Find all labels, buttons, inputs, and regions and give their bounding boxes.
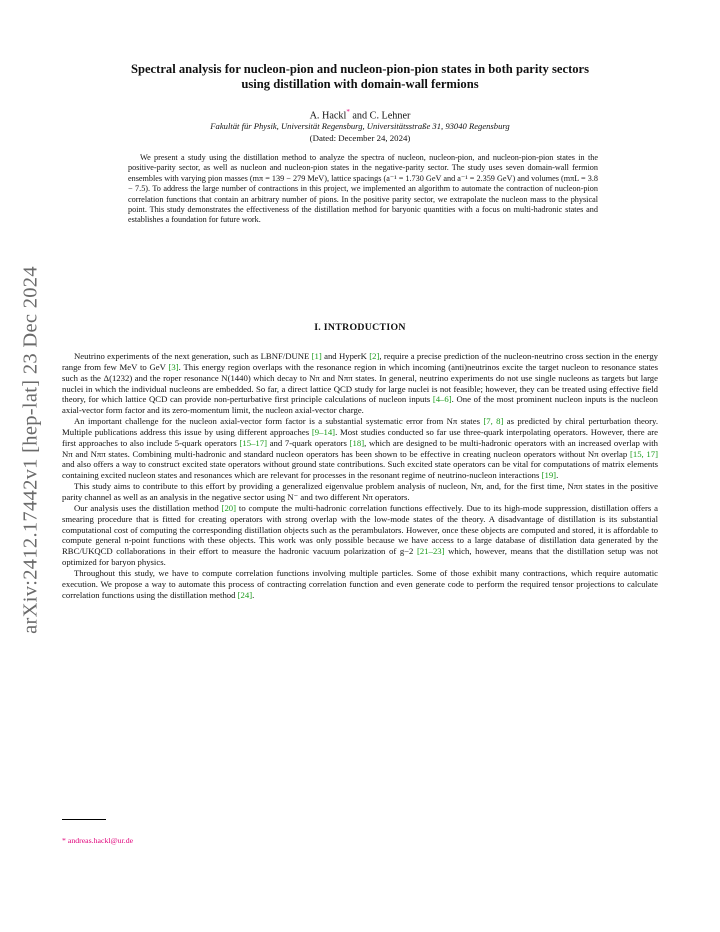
paragraph-text: . One of the most prominent nucleon inputs is the nucleon axial-vector form factor and its zero-momentum limit, the nucleon axial-vector charge.	[62, 394, 658, 416]
footnote	[62, 836, 133, 845]
paper-title	[60, 62, 660, 92]
citation-link[interactable]: [4–6]	[432, 394, 452, 405]
citation-link[interactable]: [18]	[349, 437, 365, 448]
date-line: (Dated: December 24, 2024)	[309, 133, 411, 143]
author-footnote-mark[interactable]: *	[346, 108, 350, 116]
paragraph-text: , require a precise prediction of the nucleon-neutrino cross section in the energy range from few MeV to GeV	[62, 351, 659, 372]
paragraph-text: and 7-quark operators	[267, 437, 350, 448]
author-hackl: A. Hackl	[309, 110, 347, 122]
citation-link[interactable]: [20]	[221, 502, 237, 513]
section-heading-introduction: I. INTRODUCTION	[314, 322, 406, 333]
author-lehner: and C. Lehner	[349, 110, 411, 122]
paragraph-text: Neutrino experiments of the next generation, such as LBNF/DUNE	[74, 351, 312, 361]
paragraph-text: Throughout this study, we have to compute correlation functions involving multiple particles. Some of those exhibit many contractions, which require automatic execution. We propose a way to automate this process of contracting correlation function and even generate code to perform the required tensor projections to calculate correlation functions using the distillation method	[62, 567, 658, 600]
paragraph-text: An important challenge for the nucleon axial-vector form factor is a substantial systematic error from Nπ states	[74, 416, 484, 427]
footnote-rule	[62, 819, 106, 820]
paragraph	[62, 503, 658, 568]
citation-link[interactable]: [24]	[237, 589, 253, 600]
citation-link[interactable]: [2]	[369, 351, 380, 361]
paragraph-text: and also offers a way to construct excited state operators without ground state contributions. Such excited state operators can be vital for computations of matrix elements containing excited nucleon states and resonances which are relevant for processes in the resonant regime of neutrino-nucleon interactions	[62, 459, 658, 481]
paragraph-text: as predicted by chiral perturbation theory. Multiple publications address this issue by using different approaches	[62, 416, 658, 437]
paragraph-text: Our analysis uses the distillation method	[74, 502, 222, 513]
footnote-email-link[interactable]: andreas.hackl@ur.de	[67, 836, 134, 845]
citation-link[interactable]: [21–23]	[417, 546, 445, 557]
citation-link[interactable]: [7, 8]	[483, 416, 504, 427]
citation-link[interactable]: [1]	[311, 351, 322, 361]
paragraph	[62, 351, 658, 416]
paragraph-text: .	[252, 589, 255, 600]
affiliation: Fakultät für Physik, Universität Regensburg, Universitätsstraße 31, 93040 Regensburg	[210, 121, 510, 131]
footnote-mark: *	[62, 836, 66, 845]
paragraph-text: and HyperK	[321, 351, 370, 361]
title-line-2: using distillation with domain-wall fermions	[241, 77, 479, 91]
paragraph-text: to compute the multi-hadronic correlation functions effectively. Due to its high-mode suppression, distillation offers a smearing procedure that is fitted for creating operators with strong overlap with the low-mode states of the theory. A disadvantage of distillation is its substantial computational cost of computing the corresponding distillation objects such as the perambulators. However, once these objects are computed and stored, it is affordable to compute general n-point functions with these objects. This work was only possible because we have access to a large database of distillation data generated by the RBC/UKQCD collaborations in their effort to measure the hadronic vacuum polarization of g−2	[62, 502, 659, 557]
paragraph-text: which, however, means that the distillation setup was not optimized for baryon physics.	[62, 546, 658, 568]
paragraph-text: . This energy region overlaps with the resonance region in which incoming (anti)neutrinos excite the target nucleon to resonance states such as the Δ(1232) and the roper resonance N(1440) which decay to Nπ and Nππ states. In general, neutrino experiments do not use single nucleons as targets but large nuclei in which the individual nucleons are embedded. So far, a direct lattice QCD study for large nuclei is not feasible; however, they can be treated using effective field theory, for which lattice QCD can provide non-perturbative first principle calculations of nucleon inputs	[62, 361, 658, 405]
citation-link[interactable]: [3]	[168, 361, 179, 372]
paragraph-text: . Most studies conducted so far use three-quark interpolating operators. However, there are first approaches to also include 5-quark operators	[62, 426, 658, 448]
paragraph	[62, 568, 658, 601]
title-line-1: Spectral analysis for nucleon-pion and nucleon-pion-pion states in both parity sectors	[130, 62, 590, 76]
citation-link[interactable]: [19]	[541, 470, 557, 481]
paragraph-text: , which are designed to be multi-hadronic operators with an increased overlap with Nπ and Nππ states. Combining multi-hadronic and standard nucleon operators has been shown to be effective in creating nucleon operators without Nπ overlap	[62, 437, 658, 459]
abstract: We present a study using the distillation method to analyze the spectra of nucleon, nucleon-pion, and nucleon-pion-pion states in the positive-parity sector, as well as nucleon and nucleon-pion states in the negative-parity sector. The study uses seven domain-wall fermion ensembles with varying pion masses (mπ = 139 − 279 MeV), lattice spacings (a⁻¹ = 1.730 GeV and a⁻¹ = 2.359 GeV) and volumes (mπL = 3.8 − 7.5). To address the large number of contractions in this project, we implemented an algorithm to automate the contraction of nucleon-pion correlation functions that contain an arbitrary number of pions. In the positive parity sector, we extrapolate the nucleon mass to the physical point. This study demonstrates the effectiveness of the distillation method for baryonic quantities with a focus on multi-hadronic states and establishes a foundation for future work.	[128, 153, 598, 225]
arxiv-identifier	[12, 240, 50, 660]
citation-link[interactable]: [15–17]	[239, 437, 268, 448]
author-list	[60, 108, 660, 121]
introduction-body	[62, 351, 658, 600]
arxiv-id-text: arXiv:2412.17442v1 [hep-lat] 23 Dec 2024	[19, 266, 42, 634]
paragraph	[62, 416, 658, 481]
citation-link[interactable]: [15, 17]	[629, 448, 658, 459]
citation-link[interactable]: [9–14]	[311, 426, 336, 437]
paragraph-text: This study aims to contribute to this effort by providing a generalized eigenvalue problem analysis of nucleon, Nπ, and, for the first time, Nππ states in the positive parity channel as well as an analysis in the negative sector using N⁻ and two different Nπ operators.	[62, 481, 658, 502]
paragraph	[62, 481, 658, 503]
paragraph-text: .	[556, 470, 559, 481]
